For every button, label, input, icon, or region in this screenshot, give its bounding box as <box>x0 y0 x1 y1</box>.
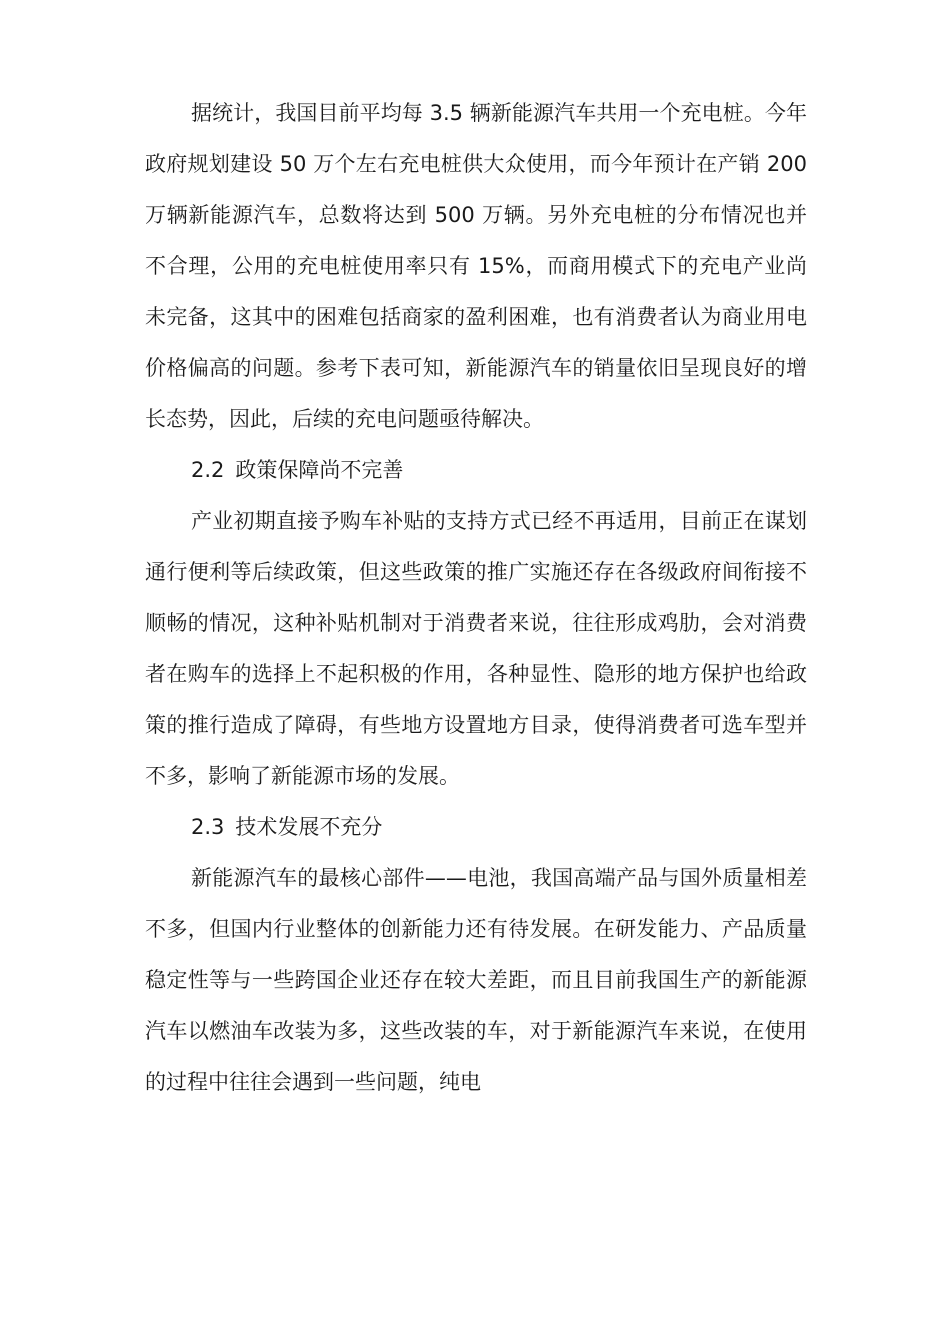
section-number: 2.3 <box>191 815 225 839</box>
section-heading-2-2 <box>145 445 807 496</box>
section-title: 政策保障尚不完善 <box>235 458 404 482</box>
paragraph-charging-stations: 据统计，我国目前平均每 3.5 辆新能源汽车共用一个充电桩。今年政府规划建设 50 万个左右充电桩供大众使用，而今年预计在产销 200 万辆新能源汽车，总数将达到 500 万辆。另外充电桩的分布情况也并不合理，公用的充电桩使用率只有 15%，而商用模式下的充电产业尚未完备，这其中的困难包括商家的盈利困难，也有消费者认为商业用电价格偏高的问题。参考下表可知，新能源汽车的销量依旧呈现良好的增长态势，因此，后续的充电问题亟待解决。 <box>145 101 807 431</box>
section-number: 2.2 <box>191 458 225 482</box>
paragraph-technology: 新能源汽车的最核心部件——电池，我国高端产品与国外质量相差不多，但国内行业整体的创新能力还有待发展。在研发能力、产品质量稳定性等与一些跨国企业还存在较大差距，而且目前我国生产的新能源汽车以燃油车改装为多，这些改装的车，对于新能源汽车来说，在使用的过程中往往会遇到一些问题，纯电 <box>145 866 807 1094</box>
document-body <box>145 88 807 1108</box>
section-heading-2-3 <box>145 802 807 853</box>
section-title: 技术发展不充分 <box>235 815 383 839</box>
paragraph-policy: 产业初期直接予购车补贴的支持方式已经不再适用，目前正在谋划通行便利等后续政策，但这些政策的推广实施还存在各级政府间衔接不顺畅的情况，这种补贴机制对于消费者来说，往往形成鸡肋，会对消费者在购车的选择上不起积极的作用，各种显性、隐形的地方保护也给政策的推行造成了障碍，有些地方设置地方目录，使得消费者可选车型并不多，影响了新能源市场的发展。 <box>145 509 807 788</box>
